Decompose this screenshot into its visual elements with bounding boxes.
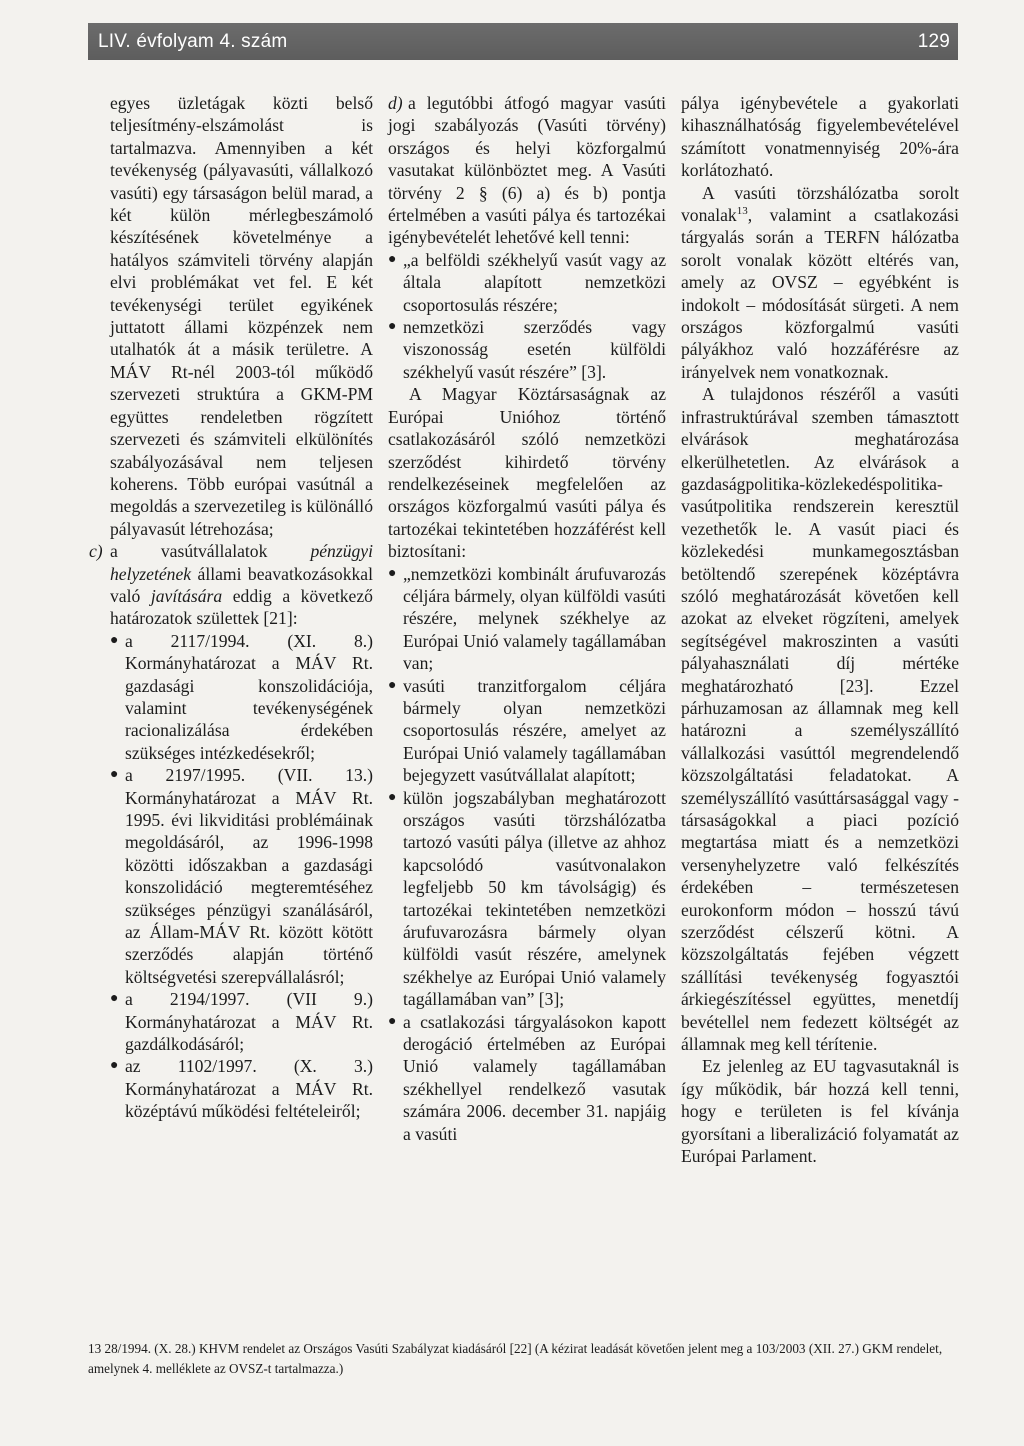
list-item-c <box>89 540 373 630</box>
c-emphasis-1: pénzügyi helyzetének <box>110 541 373 584</box>
footnote-ref: 13 <box>736 205 748 218</box>
item-text-d: a legutóbbi átfogó magyar vasúti jogi szabályozás (Vasúti törvény) országos és helyi közforgalmú vasutakat különböztet meg. A Vasúti törvény 2 § (6) a) és b) pontja értelmében a vasúti pálya és tartozékai igénybevételét lehetővé kell tenni: <box>388 93 666 248</box>
list-item: ● a 2197/1995. (VII. 13.) Kormányhatározat a MÁV Rt. 1995. évi likviditási problémáinak megoldásáról, az 1996-1998 közötti időszakban a gazdasági konszolidáció megteremtéséhez szükséges pénzügyi szanálásáról, az Állam-MÁV Rt. között kötött szerződés alapján történő költségvetési szerepvállalásról; <box>110 765 373 987</box>
item-label-c: c) <box>89 541 103 562</box>
bullet-icon: ● <box>388 251 397 267</box>
bullet-icon: ● <box>110 991 119 1007</box>
list-item: ● vasúti tranzitforgalom céljára bármely olyan nemzetközi csoportosulás részére, amelyet az Európai Unió valamely tagállamában bejegyzett vasútvállalat alapított; <box>388 675 666 786</box>
bullet-icon: ● <box>110 1058 119 1074</box>
bullet-icon: ● <box>388 677 397 693</box>
paragraph-network: A vasúti törzshálózatba sorolt vonalak$^{13}$, valamint a csatlakozási tárgyalás során a TERFN hálózatba sorolt vonalak között eltérés van, amely az OVSZ – egyébként is indokolt – módosítását sürgeti. A nem országos közforgalmú vasúti pályákhoz való hozzáférésre az irányelvek nem vonatkoznak. <box>681 182 959 382</box>
c-emphasis-2: javítására <box>150 585 223 606</box>
footnote: 13 28/1994. (X. 28.) KHVM rendelet az Országos Vasúti Szabályzat kiadásáról [22] (A kézirat leadását követően jelent meg a 103/2003 (XII. 27.) GKM rendelet, amelynek 4. melléklete az OVSZ-t tartalmazza.) <box>88 1341 943 1376</box>
column-middle <box>388 92 666 1145</box>
list-item: ● a 2117/1994. (XI. 8.) Kormányhatározat a MÁV Rt. gazdasági konszolidációja, valamint tevékenységének racionalizálása érdekében szükséges intézkedésekről; <box>110 630 373 763</box>
resolution-list <box>110 630 373 1123</box>
paragraph-eu: Ez jelenleg az EU tagvasutaknál is így működik, bár hozzá kell tenni, hogy e területen is fel kívánja gyorsítani a liberalizáció folyamatát az Európai Parlament. <box>681 1056 959 1167</box>
list-item: ● az 1102/1997. (X. 3.) Kormányhatározat a MÁV Rt. középtávú működési feltételeiről; <box>110 1056 373 1122</box>
c-text-1: a vasútvállalatok <box>110 541 311 562</box>
c-text-3: eddig a következő határozatok születtek [21]: <box>110 585 373 629</box>
bullet-icon: ● <box>110 767 119 783</box>
bullet-icon: ● <box>388 565 397 581</box>
list-item: ● „a belföldi székhelyű vasút vagy az általa alapított nemzetközi csoportosulás részére; <box>388 249 666 315</box>
running-header <box>88 23 958 60</box>
bullet-icon: ● <box>388 1013 397 1029</box>
journal-issue: LIV. évfolyam 4. szám <box>98 30 288 52</box>
list-item: ● nemzetközi szerződés vagy viszonosság esetén külföldi székhelyű vasút részére” [3]. <box>388 317 666 382</box>
list-item: ● a 2194/1997. (VII 9.) Kormányhatározat a MÁV Rt. gazdálkodásáról; <box>110 989 373 1055</box>
paragraph-intro: egyes üzletágak közti belső teljesítmény-elszámolást is tartalmazva. Amennyiben a két tevékenység (pályavasúti, vállalkozó vasúti) egy társaságon belül marad, a két külön mérlegbeszámoló készítésének követelménye a hatályos számviteli törvény alapján elvi problémákat vet fel. E két tevékenységi terület egyikének juttatott állami közpénzek nem utalhatók át a másik területre. A MÁV Rt-nél 2003-tól működő szervezeti struktúra a GKM-PM együttes rendeletben rögzített szervezeti és számviteli elkülönítés szabályozásával nem teljesen koherens. Több európai vasútnál a megoldás a szervezetileg is különálló pályavasút létrehozása; <box>110 93 373 539</box>
page-number: 129 <box>917 30 950 52</box>
list-item: ● külön jogszabályban meghatározott országos vasúti törzshálózatba tartozó vasúti pálya (illetve az ahhoz kapcsolódó vasútvonalakon legfeljebb 50 km távolságig) és tartozékai tekintetében nemzetközi árufuvarozásra bármely olyan külföldi vasút részére, amelynek székhelye az Európai Unió valamely tagállamában van” [3]; <box>388 787 666 1010</box>
bullet-icon: ● <box>388 319 397 335</box>
c-text-2: állami beavatkozásokkal való <box>110 563 373 606</box>
paragraph-accession: A Magyar Köztársaságnak az Európai Unióhoz történő csatlakozásáról szóló nemzetközi szerződést kihirdető törvény rendelkezéseinek megfelelően az országos közforgalmú vasúti pálya és tartozékai tekintetében hozzáférést kell biztosítani: <box>388 384 666 562</box>
item-label-d: d) <box>388 93 403 113</box>
bullet-icon: ● <box>388 789 397 805</box>
column-right <box>681 92 959 1168</box>
bullet-icon: ● <box>110 632 119 648</box>
paragraph-owner-expectations: A tulajdonos részéről a vasúti infrastruktúrával szemben támasztott elvárások meghatározása elkerülhetetlen. Az elvárások a gazdaságpolitika-közlekedéspolitika-vasútpolitika rendszerein keresztül vezethetők le. A vasút piaci és közlekedési munkamegosztásban betöltendő szerepének középtávra szóló meghatározását követően kell azokat az elveket rögzíteni, amelyek segítségével makroszinten a vasúti pályahasználati díj mértéke meghatározható [23]. Ezzel párhuzamosan az államnak meg kell határozni a személyszállító vállalkozási vasúttól megrendelendő közszolgáltatási feladatokat. A személyszállító vasúttársasággal vagy -társaságokkal a piaci pozíció megtartása miatt és a nemzetközi versenyhelyzetre való felkészítés érdekében – természetesen eurokonform módon – hosszú távú szerződést célszerű kötni. A közszolgáltatás fejében végzett szállítási tevékenység fogyasztói árkiegészítéssel együttes, menetdíj bevétellel nem fedezett költségét az államnak meg kell térítenie. <box>681 384 959 1055</box>
paragraph-capacity: pálya igénybevétele a gyakorlati kihasználhatóság figyelembevételével számított vonatmennyiség 20%-ára korlátozható. <box>681 93 959 181</box>
item-text-c <box>110 540 373 630</box>
column-left <box>89 92 373 1123</box>
access-list-2 <box>388 563 666 1146</box>
list-item: ● „nemzetközi kombinált árufuvarozás céljára bármely, olyan külföldi vasúti részére, melynek székhelye az Európai Unió valamely tagállamában van; <box>388 563 666 674</box>
access-list-1 <box>388 249 666 383</box>
list-item: ● a csatlakozási tárgyalásokon kapott derogáció értelmében az Európai Unió valamely tagállamában székhellyel rendelkező vasutak számára 2006. december 31. napjáig a vasúti <box>388 1011 666 1144</box>
list-item-d <box>388 92 666 249</box>
